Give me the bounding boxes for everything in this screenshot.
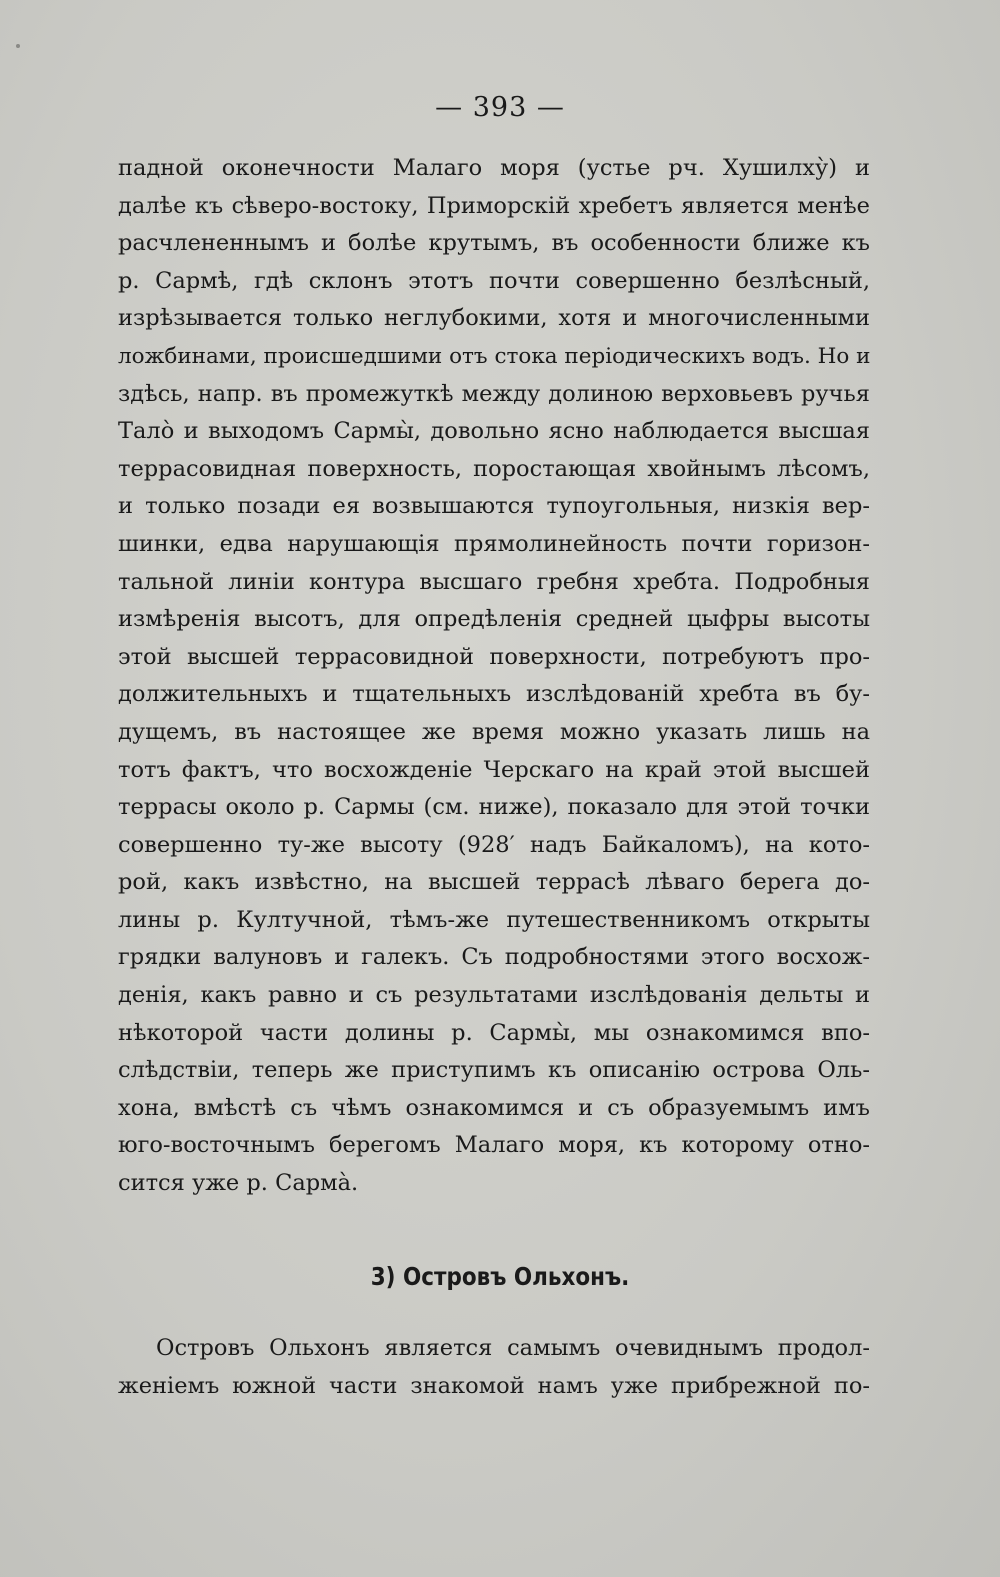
paragraph-1 bbox=[118, 150, 870, 1203]
text-line: юго-восточнымъ берегомъ Малаго моря, къ которому отно- bbox=[118, 1132, 870, 1159]
text-line: совершенно ту-же высоту (928′ надъ Байкаломъ), на кото- bbox=[118, 831, 870, 858]
text-line: тотъ фактъ, что восхожденіе Черскаго на край этой высшей bbox=[118, 756, 870, 783]
text-line: измѣренія высотъ, для опредѣленія средней цыфры высоты bbox=[118, 606, 870, 633]
text-line: рой, какъ извѣстно, на высшей террасѣ лѣваго берега до- bbox=[118, 869, 870, 896]
text-line: Островъ Ольхонъ является самымъ очевиднымъ продол- bbox=[156, 1335, 870, 1361]
text-line: дущемъ, въ настоящее же время можно указать лишь на bbox=[118, 718, 870, 745]
text-line: слѣдствіи, теперь же приступимъ къ описанію острова Оль- bbox=[118, 1057, 870, 1084]
text-line: далѣе къ сѣверо-востоку, Приморскій хребетъ является менѣе bbox=[118, 192, 870, 219]
text-line: расчлененнымъ и болѣе крутымъ, въ особенности ближе къ bbox=[118, 230, 870, 257]
text-line: террасовидная поверхность, поростающая хвойнымъ лѣсомъ, bbox=[118, 455, 870, 482]
text-line: террасы около р. Сармы (см. ниже), показало для этой точки bbox=[118, 794, 870, 821]
text-line: хона, вмѣстѣ съ чѣмъ ознакомимся и съ образуемымъ имъ bbox=[118, 1094, 870, 1121]
text-line: должительныхъ и тщательныхъ изслѣдованій хребта въ бу- bbox=[118, 681, 870, 708]
text-line: сится уже р. Сарма̀. bbox=[118, 1170, 359, 1197]
text-line: здѣсь, напр. въ промежуткѣ между долиною верховьевъ ручья bbox=[118, 380, 870, 407]
text-line: грядки валуновъ и галекъ. Съ подробностями этого восхож- bbox=[118, 944, 870, 971]
text-line: денія, какъ равно и съ результатами изслѣдованія дельты и bbox=[118, 982, 870, 1009]
text-line: р. Сармѣ, гдѣ склонъ этотъ почти совершенно безлѣсный, bbox=[118, 267, 870, 294]
text-line: изрѣзывается только неглубокими, хотя и многочисленными bbox=[118, 305, 870, 332]
page-number: — 393 — bbox=[435, 92, 565, 123]
text-line: ложбинами, происшедшими отъ стока періодическихъ водъ. Но и bbox=[118, 343, 871, 369]
text-line: тальной линіи контура высшаго гребня хребта. Подробныя bbox=[118, 568, 870, 595]
text-line: этой высшей террасовидной поверхности, потребуютъ про- bbox=[118, 643, 870, 670]
text-line: нѣкоторой части долины р. Сармы̀, мы ознакомимся впо- bbox=[118, 1019, 870, 1046]
text-line: Тало̀ и выходомъ Сармы̀, довольно ясно наблюдается высшая bbox=[118, 418, 870, 445]
text-line: падной оконечности Малаго моря (устье рч. Хушилху̀) и bbox=[118, 155, 870, 181]
text-line: и только позади ея возвышаются тупоугольныя, низкія вер- bbox=[118, 493, 870, 520]
paragraph-2 bbox=[118, 1330, 870, 1405]
paper-speck bbox=[16, 44, 20, 48]
text-line: женіемъ южной части знакомой намъ уже прибрежной по- bbox=[118, 1372, 870, 1399]
section-heading: 3) Островъ Ольхонъ. bbox=[370, 1262, 630, 1291]
text-line: шинки, едва нарушающія прямолинейность почти горизон- bbox=[118, 530, 870, 557]
text-line: лины р. Култучной, тѣмъ-же путешественникомъ открыты bbox=[118, 906, 870, 933]
